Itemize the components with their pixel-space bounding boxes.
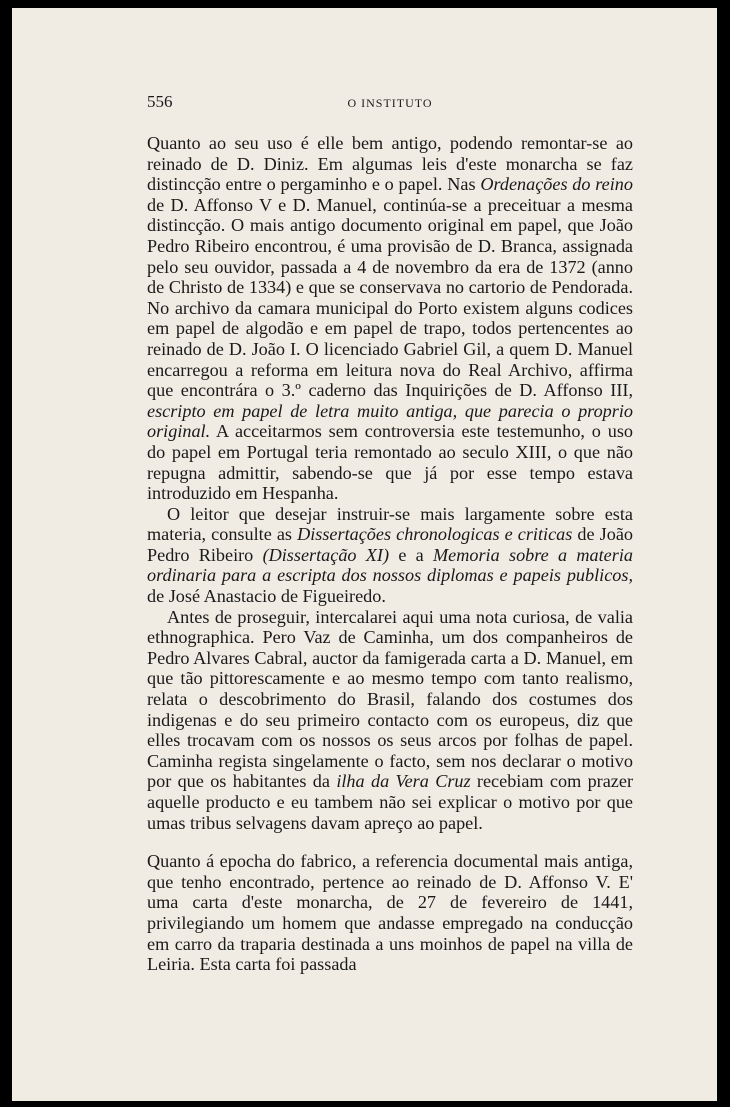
paragraph-1 — [147, 133, 633, 504]
body-text — [147, 133, 633, 975]
text-segment: Antes de proseguir, intercalarei aqui uma nota curiosa, de valia ethnographica. Pero Vaz de Caminha, um dos companheiros de Pedro Alvares Cabral, auctor da famigerada carta a D. Manuel, em que tão pittorescamente e ao mesmo tempo com tanto realismo, relata o descobrimento do Brasil, falando dos costumes dos indigenas e do seu primeiro contacto com os europeus, diz que elles trocavam com os nossos os seus arcos por folhas de papel. Caminha regista singelamente o facto, sem nos declarar o motivo por que os habitantes da — [147, 606, 633, 792]
text-segment: de D. Affonso V e D. Manuel, continúa-se a preceituar a mesma distincção. O mais antigo documento original em papel, que João Pedro Ribeiro encontrou, é uma provisão de D. Branca, assignada pelo seu ouvidor, passada a 4 de novembro da era de 1372 (anno de Christo de 1334) e que se conservava no cartorio de Pendorada. No archivo da camara municipal do Porto existem alguns codices em papel de algodão e em papel de trapo, todos pertencentes ao reinado de D. João I. O licenciado Gabriel Gil, a quem D. Manuel encarregou a reforma em leitura nova do Real Archivo, affirma que encontrára o 3.º caderno das Inquirições de D. Affonso III, — [147, 194, 633, 401]
text-segment: de José Anastacio de Figueiredo. — [147, 586, 386, 607]
italic-title-ordenacoes: Ordenações do reino — [480, 174, 633, 195]
italic-title-dissertacao-xi: (Dissertação XI) — [262, 544, 390, 565]
text-segment: de João Pedro Ribeiro — [147, 524, 633, 565]
book-page — [12, 8, 717, 1101]
text-segment: Quanto ao seu uso é elle bem antigo, podendo remontar-se ao reinado de D. Diniz. Em algumas leis d'este monarcha se faz distincção entre o pergaminho e o papel. Nas — [147, 133, 633, 195]
text-segment: recebiam com prazer aquelle producto e eu tambem não sei explicar o motivo por que umas tribus selvagens davam apreço ao papel. — [147, 771, 633, 833]
text-segment: O leitor que desejar instruir-se mais largamente sobre esta materia, consulte as — [147, 503, 633, 545]
paragraph-4 — [147, 851, 633, 975]
page-header — [147, 92, 633, 116]
italic-quotation: escripto em papel de letra muito antiga, que parecia o proprio original. — [147, 400, 633, 442]
italic-title-dissertacoes: Dissertações chronologicas e criticas — [297, 524, 573, 545]
paragraph-2 — [147, 504, 633, 607]
text-segment: A acceitarmos sem controversia este testemunho, o uso do papel em Portugal teria remontado ao seculo XIII, o que não repugna admittir, sabendo-se que já por esse tempo estava introduzido em Hespanha. — [147, 421, 633, 504]
italic-place-name: ilha da Vera Cruz — [336, 771, 471, 792]
running-title: O INSTITUTO — [347, 96, 433, 110]
text-segment: Quanto á epocha do fabrico, a referencia documental mais antiga, que tenho encontrado, pertence ao reinado de D. Affonso V. E' uma carta d'este monarcha, de 27 de fevereiro de 1441, privilegiando um homem que andasse empregado na conducção em carro da traparia destinada a uns moinhos de papel na villa de Leiria. Esta carta foi passada — [147, 851, 633, 975]
text-segment: e a — [389, 544, 434, 565]
italic-title-memoria: Memoria sobre a materia ordinaria para a escripta dos nossos diplomas e papeis publicos, — [147, 544, 633, 586]
paragraph-3 — [147, 607, 633, 834]
page-number: 556 — [147, 92, 173, 111]
